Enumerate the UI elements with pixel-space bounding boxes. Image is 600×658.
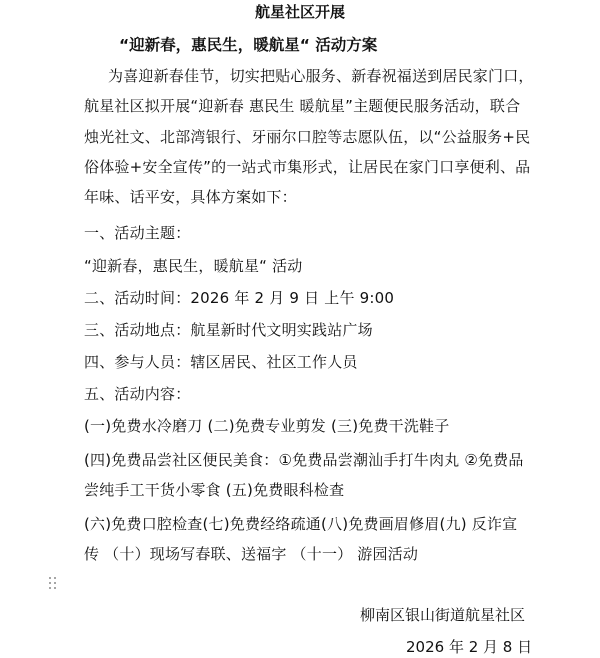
intro-line-5: 年味、话平安，具体方案如下： (84, 188, 297, 206)
content-line-5: 传 （十）现场写春联、送福字 （十一） 游园活动 (84, 545, 419, 563)
signature-date: 2026 年 2 月 8 日 (406, 638, 533, 656)
section-time: 二、活动时间：2026 年 2 月 9 日 上午 9:00 (84, 289, 395, 307)
section-location: 三、活动地点：航星新时代文明实践站广场 (84, 321, 373, 339)
section-participants: 四、参与人员：辖区居民、社区工作人员 (84, 353, 358, 371)
drag-handle-icon[interactable] (47, 576, 59, 590)
intro-line-2: 航星社区拟开展“迎新春 惠民生 暖航星”主题便民服务活动，联合 (84, 97, 521, 115)
signature-org: 柳南区银山街道航星社区 (360, 606, 526, 624)
section-theme-heading: 一、活动主题： (84, 224, 191, 242)
intro-line-4: 俗体验+安全宣传”的一站式市集形式，让居民在家门口享便利、品 (84, 158, 531, 176)
content-line-3: 尝纯手工干货小零食 (五)免费眼科检查 (84, 481, 345, 499)
content-line-1: (一)免费水冷磨刀 (二)免费专业剪发 (三)免费干洗鞋子 (84, 417, 450, 435)
document-subtitle: “迎新春，惠民生，暖航星“ 活动方案 (119, 36, 378, 54)
document-title: 航星社区开展 (254, 3, 345, 21)
section-content-heading: 五、活动内容： (84, 385, 191, 403)
intro-line-1: 为喜迎新春佳节，切实把贴心服务、新春祝福送到居民家门口， (108, 67, 534, 85)
content-line-2: (四)免费品尝社区便民美食：①免费品尝潮汕手打牛肉丸 ②免费品 (84, 451, 524, 469)
section-theme-value: “迎新春，惠民生，暖航星“ 活动 (84, 257, 303, 275)
content-line-4: (六)免费口腔检查(七)免费经络疏通(八)免费画眉修眉(九) 反诈宣 (84, 515, 518, 533)
intro-line-3: 烛光社文、北部湾银行、牙丽尔口腔等志愿队伍，以“公益服务+民 (84, 128, 531, 146)
